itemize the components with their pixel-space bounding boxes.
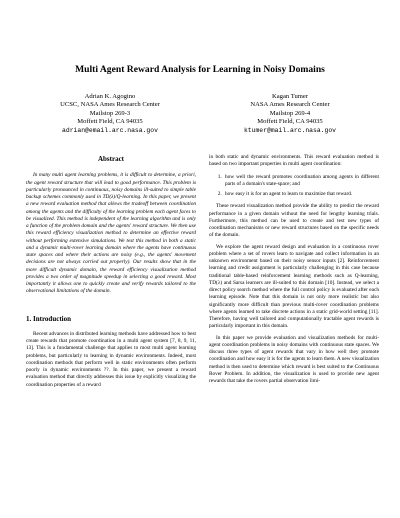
paper-title: Multi Agent Reward Analysis for Learning in Noisy Domains	[75, 64, 325, 75]
author-affiliation: UCSC, NASA Ames Research Center	[60, 101, 160, 109]
section-heading-introduction: 1. Introduction	[26, 314, 71, 323]
abstract-text: In many multi agent learning problems, it is difficult to determine, a priori, the agent reward structure that will lead to good performance. This problem is particularly pronounced in continuous, noisy domains ill-suited to simple table backup schemes commonly used in TD(λ)/Q-learning. In this paper, we present a new reward evaluation method that allows the tradeoff between coordination among the agents and the difficulty of the learning problem each agent faces to be visualized. This method is independent of the learning algorithm and is only a function of the problem domain and the agents' reward structure. We then use this reward efficiency visualization method to determine an effective reward without performing extensive simulations. We test this method in both a static and a dynamic multi-rover learning domain where the agents have continuous state spaces and where their actions are noisy (e.g., the agents' movement decisions are not always carried out properly). Our results show that in the more difficult dynamic domain, the reward efficiency visualization method provides a two order of magnitude speedup in selecting a good reward. Most importantly it allows one to quickly create and verify rewards tailored to the observational limitations of the domain.	[26, 172, 196, 295]
right-paragraph-2: These reward visualization method provide the ability to predict the reward performance in a given domain without the need for lengthy learning trials. Furthermore, this method can be used to create and test new types of coordination mechanisms or new reward structures based on the specific needs of the domain.	[209, 203, 379, 239]
author-email[interactable]: adrian@email.arc.nasa.gov	[62, 126, 158, 134]
author-name: Adrian K. Agogino	[84, 93, 136, 100]
author-block-2	[200, 93, 380, 135]
right-column	[209, 154, 379, 385]
author-email[interactable]: ktumer@mail.arc.nasa.gov	[243, 126, 337, 134]
author-location: Moffett Field, CA 94035	[257, 118, 323, 126]
abstract	[26, 172, 196, 295]
author-name: Kagan Tumer	[271, 93, 309, 100]
property-list	[209, 174, 379, 199]
list-item: 1. how well the reward promotes coordination among agents in different parts of a domain's state-space; and	[223, 174, 379, 189]
right-paragraph-1: in both static and dynamic environments. This reward evaluation method is based on two important properties in multi agent coordination:	[209, 154, 379, 168]
list-item: 2. how easy it is for an agent to learn to maximize that reward.	[223, 191, 379, 198]
author-affiliation: NASA Ames Research Center	[250, 101, 330, 109]
right-paragraph-3: We explore the agent reward design and evaluation in a continuous rover problem where a set of rovers learn to navigate and collect information in an unknown environment based on their noisy sensor inputs [2]. Reinforcement learning and credit assignment is particularly challenging in this case because traditional table-based reinforcement learning methods such as Q-learning, TD(λ) and Sarsa learners are ill-suited to this domain [10]. Instead, we select a direct policy search method where the full control policy is evaluated after each learning episode. Note that this domain is not only more realistic but also significantly more difficult than previous multi-rover coordination problems where agents learned to take discrete actions in a static grid-world setting [11]. Therefore, having well tailored and computationally tractable agent rewards is particularly important in this domain.	[209, 243, 379, 330]
right-paragraph-4: In this paper we provide evaluation and visualization methods for multi-agent coordination problems in noisy domains with continuous state spaces. We discuss three types of agent rewards that vary in how well they promote coordination and how easy it is for the agents to learn them. A new visualization method is then used to determine which reward is best suited to the Continuous Rover Problem. In addition, the visualization is used to provide new agent rewards that take the rovers partial observation limi-	[209, 334, 379, 384]
author-location: Moffett Field, CA 94035	[77, 118, 143, 126]
author-mailstop: Mailstop 269-3	[89, 109, 131, 117]
author-block-1	[20, 93, 200, 135]
author-mailstop: Mailstop 269-4	[269, 109, 311, 117]
left-column	[26, 156, 196, 389]
abstract-heading: Abstract	[97, 155, 125, 163]
intro-paragraph-1: Recent advances in distributed learning methods have addressed how to best create rewards that promote coordination in a multi agent system [7, 8, 9, 11, 13]. This is a fundamental challenge that applies to most multi agent learning problems, but particularly to learning in dynamic environments. Indeed, most coordination methods that perform well in static environments often perform poorly in dynamic environments ??. In this paper, we present a reward evaluation method that directly addresses this issue by explicitly visualizing the coordination properties of a reward	[26, 330, 196, 388]
